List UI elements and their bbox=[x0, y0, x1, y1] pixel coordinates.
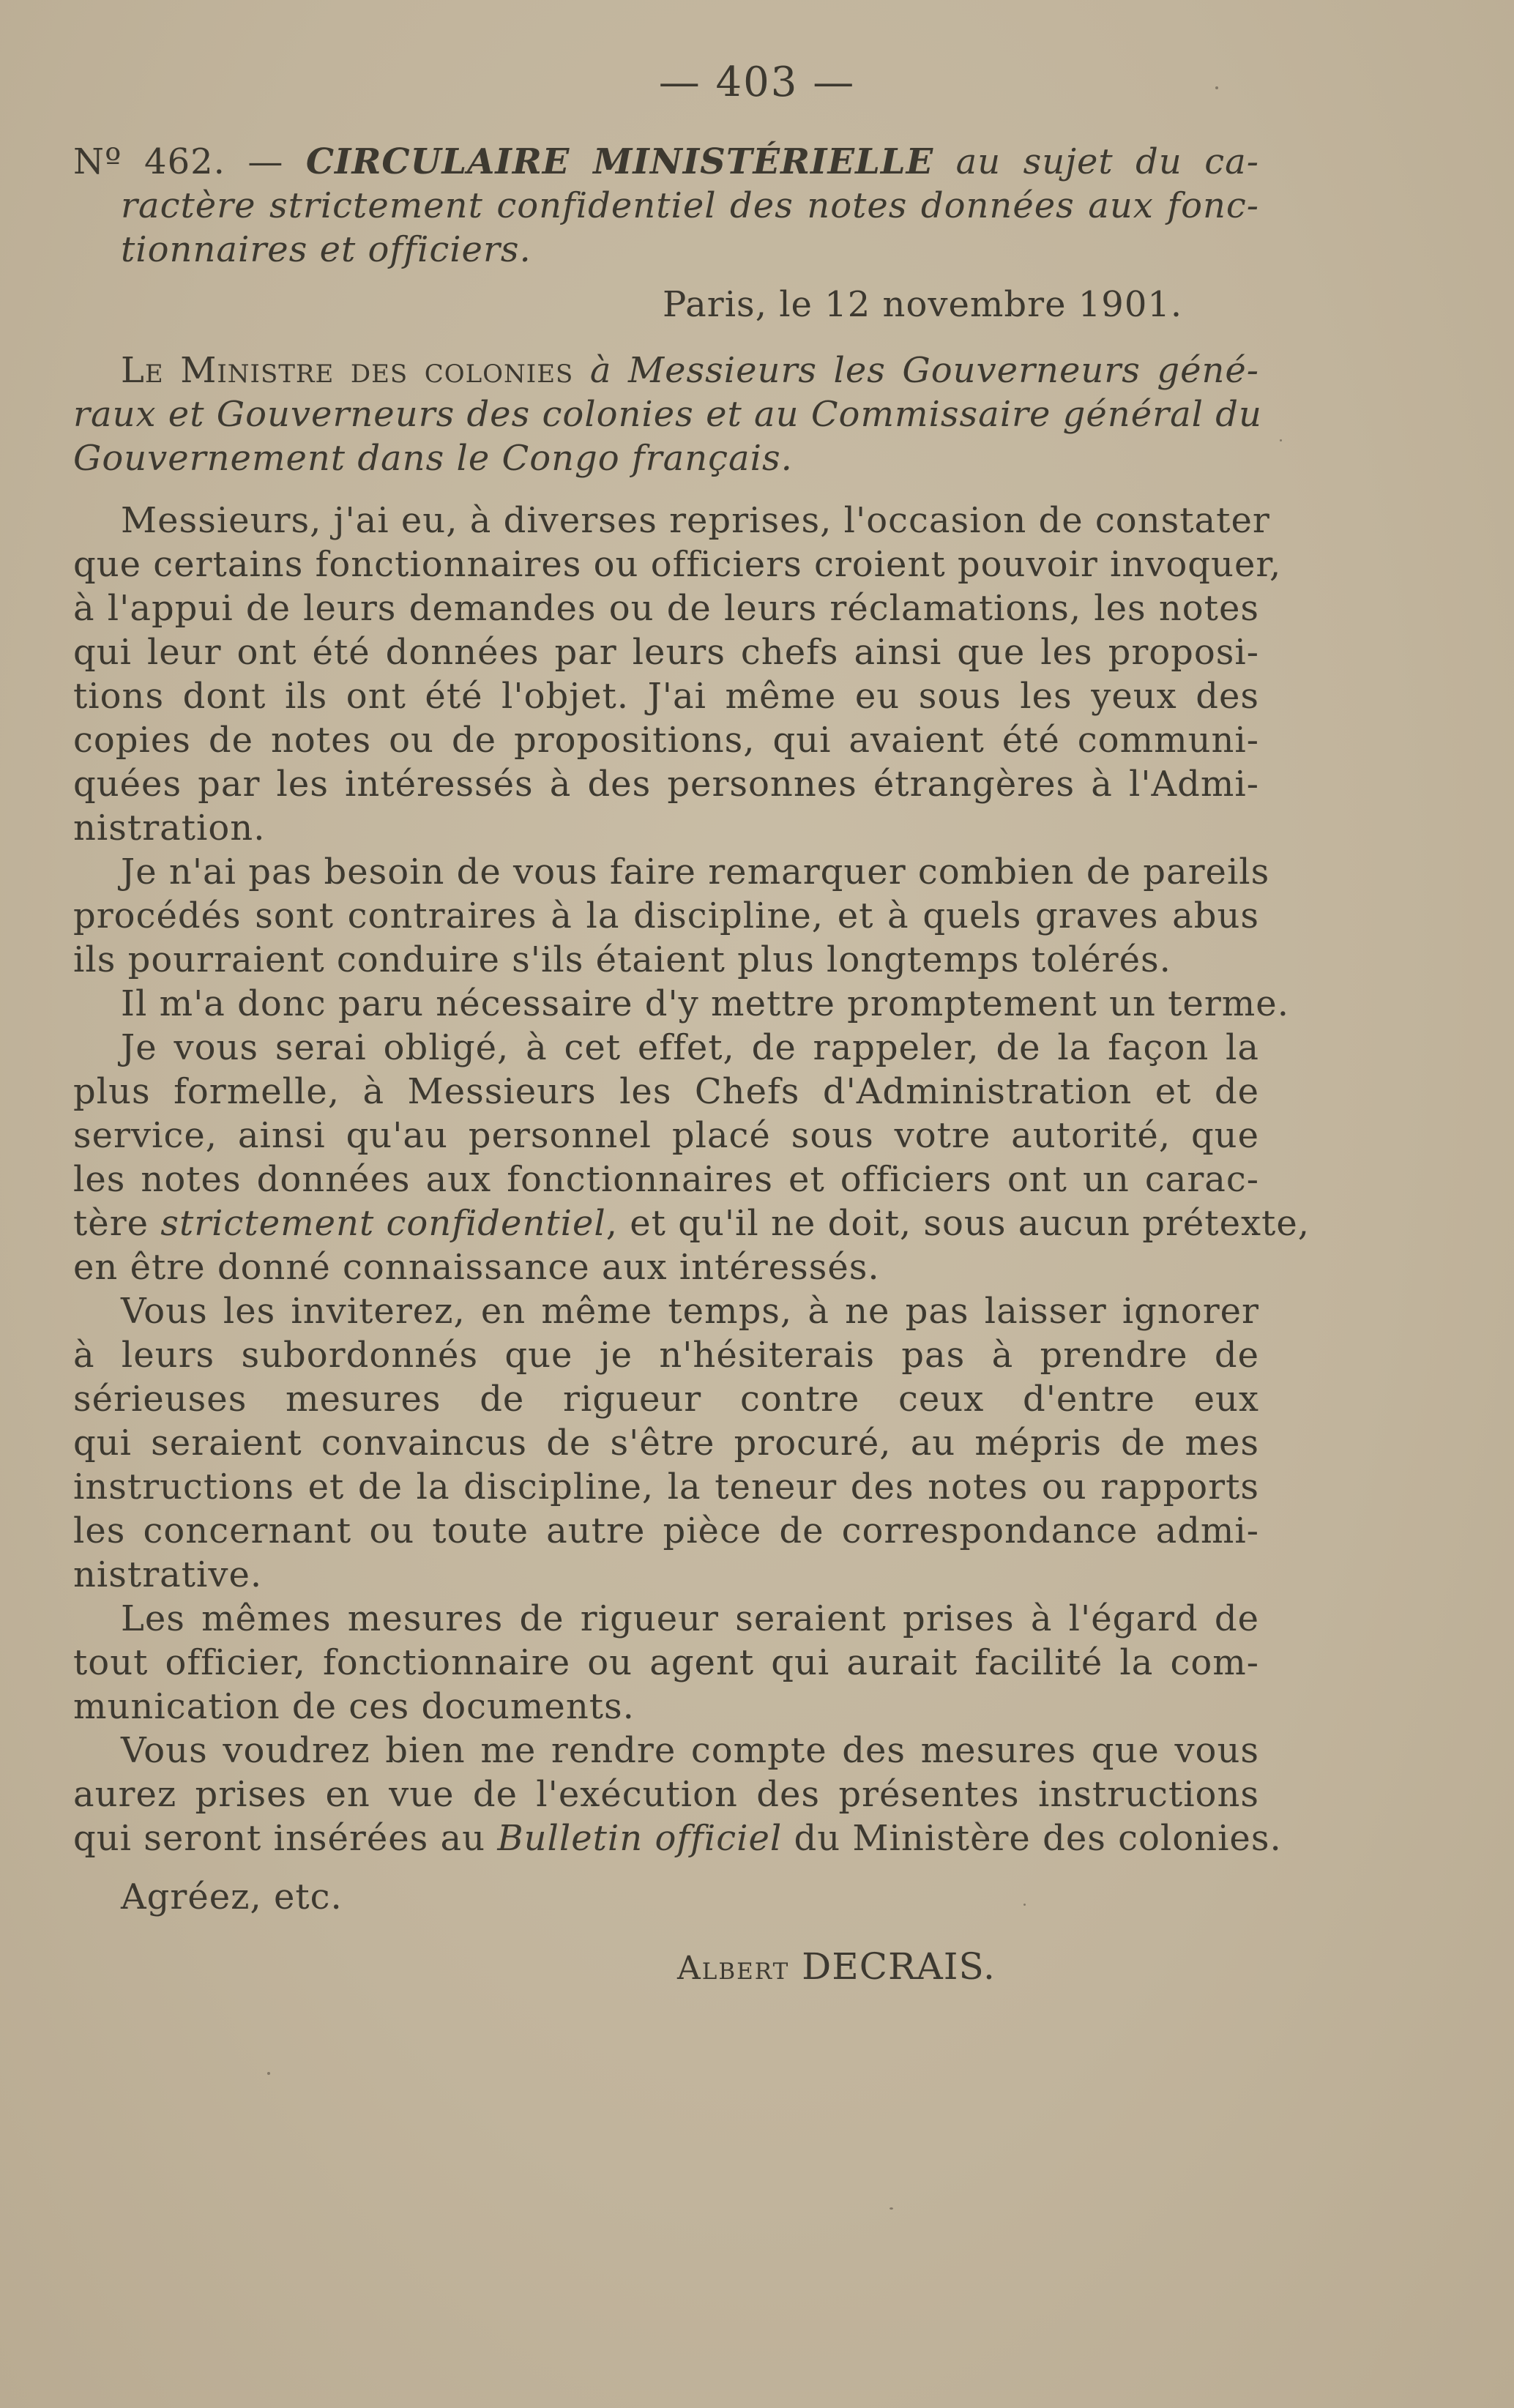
body-line: nistration. bbox=[73, 808, 266, 849]
body-line: Messieurs, j'ai eu, à diverses reprises, l'occasion de constater bbox=[121, 500, 1270, 541]
paper-speck bbox=[1280, 439, 1282, 441]
circular-heading-line-1: Nº 462. — CIRCULAIRE MINISTÉRIELLE au sujet du ca- bbox=[73, 141, 1259, 182]
paper-speck bbox=[267, 2072, 270, 2075]
body-line: ils pourraient conduire s'ils étaient plus longtemps tolérés. bbox=[73, 939, 1171, 980]
body-line: sérieuses mesures de rigueur contre ceux d'entre eux bbox=[73, 1379, 1259, 1420]
closing-formula: Agréez, etc. bbox=[121, 1876, 343, 1917]
body-line: Je n'ai pas besoin de vous faire remarquer combien de pareils bbox=[121, 851, 1270, 892]
circular-heading-line-3: tionnaires et officiers. bbox=[121, 229, 532, 270]
body-line: qui leur ont été données par leurs chefs ainsi que les proposi- bbox=[73, 632, 1259, 673]
emphasis-confidential: strictement confidentiel bbox=[160, 1203, 606, 1244]
signature-first-name: Albert bbox=[677, 1950, 790, 1987]
body-line: qui seraient convaincus de s'être procuré, au mépris de mes bbox=[73, 1423, 1259, 1464]
body-line: à l'appui de leurs demandes ou de leurs réclamations, les notes bbox=[73, 588, 1259, 629]
body-text-segment: , et qu'il ne doit, sous aucun prétexte, bbox=[605, 1203, 1310, 1244]
body-text-segment: du Ministère des colonies. bbox=[782, 1818, 1282, 1859]
body-line: nistrative. bbox=[73, 1554, 263, 1595]
body-line: Vous les inviterez, en même temps, à ne pas laisser ignorer bbox=[121, 1291, 1259, 1332]
body-line: munication de ces documents. bbox=[73, 1686, 635, 1727]
body-line: tions dont ils ont été l'objet. J'ai même eu sous les yeux des bbox=[73, 676, 1259, 717]
body-line: quées par les intéressés à des personnes étrangères à l'Admi- bbox=[73, 764, 1259, 805]
body-line bbox=[73, 1201, 1310, 1246]
body-line: Il m'a donc paru nécessaire d'y mettre promptement un terme. bbox=[121, 983, 1289, 1024]
address-line-2: raux et Gouverneurs des colonies et au Commissaire général du bbox=[73, 394, 1262, 435]
signature bbox=[677, 1944, 996, 1991]
circular-subject-start: au sujet du ca- bbox=[955, 141, 1259, 182]
body-text-segment: tère bbox=[73, 1203, 161, 1244]
circular-number: Nº 462. bbox=[73, 141, 225, 182]
body-line: en être donné connaissance aux intéressés. bbox=[73, 1247, 880, 1288]
body-line: aurez prises en vue de l'exécution des présentes instructions bbox=[73, 1774, 1259, 1815]
body-line: procédés sont contraires à la discipline, et à quels graves abus bbox=[73, 895, 1259, 936]
body-line: copies de notes ou de propositions, qui avaient été communi- bbox=[73, 720, 1259, 761]
body-line: les notes données aux fonctionnaires et officiers ont un carac- bbox=[73, 1159, 1259, 1200]
paper-speck bbox=[1023, 1904, 1026, 1906]
address-line-3: Gouvernement dans le Congo français. bbox=[73, 438, 793, 479]
body-line: à leurs subordonnés que je n'hésiterais pas à prendre de bbox=[73, 1335, 1259, 1376]
body-line: plus formelle, à Messieurs les Chefs d'Administration et de bbox=[73, 1071, 1259, 1112]
body-line bbox=[73, 1816, 1282, 1861]
address-recipients-start: à Messieurs les Gouverneurs géné- bbox=[589, 350, 1260, 391]
paper-speck bbox=[890, 2207, 893, 2210]
body-line: Je vous serai obligé, à cet effet, de rappeler, de la façon la bbox=[121, 1027, 1259, 1068]
bulletin-title: Bulletin officiel bbox=[497, 1818, 783, 1859]
body-line: service, ainsi qu'au personnel placé sous votre autorité, que bbox=[73, 1115, 1259, 1156]
letter-date: Paris, le 12 novembre 1901. bbox=[663, 284, 1183, 325]
body-line: Vous voudrez bien me rendre compte des mesures que vous bbox=[121, 1730, 1259, 1771]
signature-last-name: DECRAIS. bbox=[802, 1945, 996, 1988]
body-text-segment: qui seront insérées au bbox=[73, 1818, 498, 1859]
body-line: les concernant ou toute autre pièce de correspondance admi- bbox=[73, 1510, 1259, 1551]
page-number: — 403 — bbox=[658, 59, 856, 106]
circular-title: CIRCULAIRE MINISTÉRIELLE bbox=[305, 141, 934, 182]
body-line: Les mêmes mesures de rigueur seraient prises à l'égard de bbox=[121, 1598, 1259, 1639]
circular-heading-line-2: ractère strictement confidentiel des notes données aux fonc- bbox=[121, 185, 1259, 226]
body-line: tout officier, fonctionnaire ou agent qui aurait facilité la com- bbox=[73, 1642, 1259, 1683]
body-line: instructions et de la discipline, la teneur des notes ou rapports bbox=[73, 1466, 1259, 1507]
address-sender: Le Ministre des colonies bbox=[121, 350, 574, 391]
body-line: que certains fonctionnaires ou officiers croient pouvoir invoquer, bbox=[73, 544, 1282, 585]
address-line-1 bbox=[121, 348, 1259, 393]
paper-speck bbox=[1215, 86, 1218, 89]
